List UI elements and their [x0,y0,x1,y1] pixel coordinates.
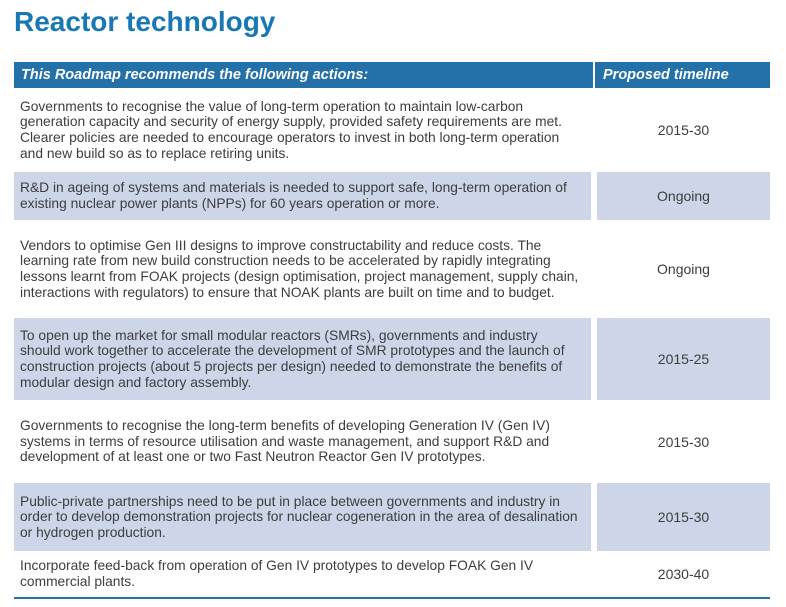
timeline-cell: Ongoing [597,172,770,220]
timeline-cell: Ongoing [657,261,710,277]
timeline-cell: 2030-40 [657,566,710,582]
action-cell: To open up the market for small modular reactors (SMRs), governments and industry should work together to accelerate the development of SMR prototypes and the launch of construction projects (about 5 projects per design) needed to demonstrate the benefits of modular design and factory assembly. [14,318,591,400]
table-row [14,88,770,172]
action-cell: Vendors to optimise Gen III designs to improve constructability and reduce costs. The learning rate from new build construction needs to be accelerated by rapidly integrating lessons learnt from FOAK projects (design optimisation, project management, supply chain, interactions with regulators) to ensure that NOAK plants are built on time and to budget. [20,237,579,300]
header-cell-actions: This Roadmap recommends the following actions: [14,62,591,88]
timeline-cell: 2015-30 [657,122,710,138]
timeline-cell: 2015-30 [657,433,710,450]
table-row [14,172,770,220]
timeline-cell: 2015-30 [597,483,770,551]
roadmap-table [14,62,770,599]
table-header-row [14,62,770,88]
header-cell-timeline: Proposed timeline [597,62,770,88]
action-cell: Public-private partnerships need to be put in place between governments and industry in order to develop demonstration projects for nuclear cogeneration in the area of desalination or hydrogen production. [14,483,591,551]
page-title: Reactor technology [14,6,276,37]
table-row [14,483,770,551]
timeline-cell: 2015-25 [597,318,770,400]
action-cell: Incorporate feed-back from operation of Gen IV prototypes to develop FOAK Gen IV commercial plants. [20,558,534,589]
action-cell: R&D in ageing of systems and materials is needed to support safe, long-term operation of existing nuclear power plants (NPPs) for 60 years operation or more. [14,172,591,220]
table-row [14,318,770,400]
action-cell: Governments to recognise the value of long-term operation to maintain low-carbon generation capacity and security of energy supply, provided safety requirements are met. Clearer policies are needed to encourage operators to invest in both long-term operation and new build so as to replace retiring units. [20,98,562,161]
action-cell: Governments to recognise the long-term benefits of developing Generation IV (Gen IV) systems in terms of resource utilisation and waste management, and support R&D and development of at least one or two Fast Neutron Reactor Gen IV prototypes. [20,418,550,465]
table-row [14,400,770,483]
table-row [14,220,770,318]
table-row [14,551,770,597]
